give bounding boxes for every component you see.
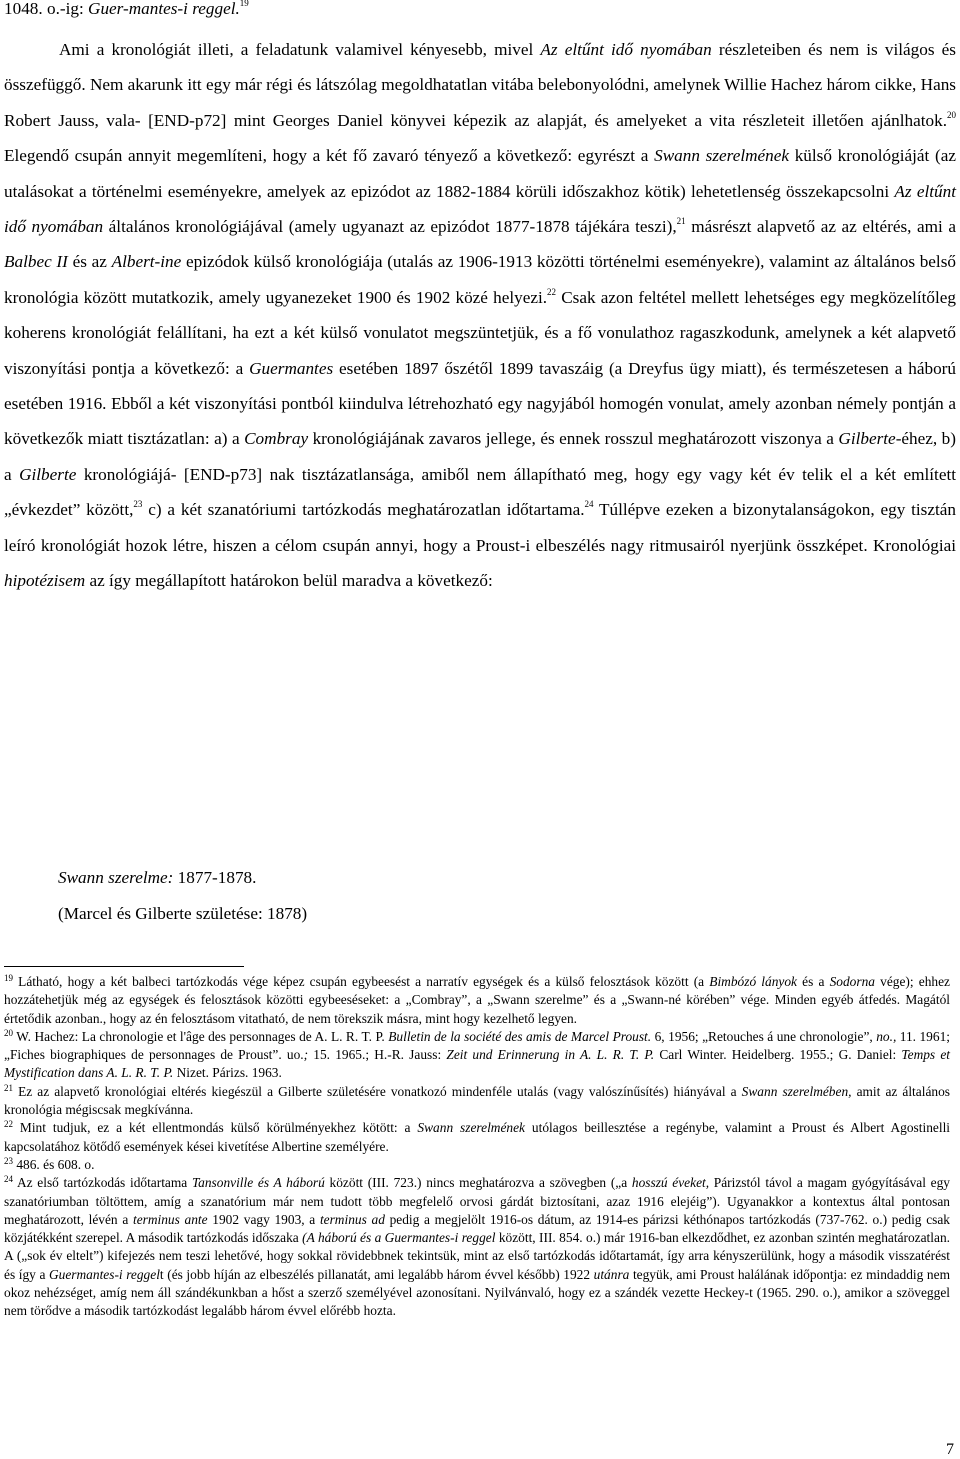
text: általános kronológiájával (amely ugyanazt az epizódot 1877-1878 tájékára teszi), <box>103 217 677 237</box>
page-number: 7 <box>946 1441 954 1458</box>
text: Carl Winter. Heidelberg. 1955.; G. Daniel: <box>654 1047 902 1063</box>
footnote-number: 24 <box>4 1174 13 1185</box>
title-italic: Bulletin de la société des amis de Marcel Proust. <box>388 1028 652 1044</box>
header-number: 1048. o.-ig: <box>4 0 84 18</box>
footnote-21 <box>4 1083 950 1120</box>
text: az így megállapított határokon belül maradva a következő: <box>85 571 493 591</box>
text: Az első tartózkodás időtartama <box>13 1175 192 1191</box>
title-italic: Guermantes-i reggel <box>48 1266 160 1282</box>
text: utólagos beillesztése a regénybe, valamint a Proust és Albert Agostinelli kapcsolatához kötődő események kései kivetítése Albertine személyére. <box>4 1120 951 1154</box>
text: epizódok külső kronológiája (utalás az 1906-1913 közötti történelmi eseményekre), valamint az általános belső kronológia között mutatkozik, amely ugyanezeket 1900 és 1902 közé helyezi. <box>4 252 956 307</box>
footnote-number: 20 <box>4 1027 13 1038</box>
text: Nizet. Párizs. 1963. <box>173 1065 282 1081</box>
text: vége); ehhez hozzátehetjük még az egységek és felosztások közötti egybeeséseket: a „Combray”, a „Swann szerelme” és a „Swann-né körében” vége. Minden egyéb átfedés. Magától értetődik azonban., hogy az én felosztásom vitatható, de nem törekszik másra, mint hogy kezelhető legyen. <box>4 974 950 1026</box>
footnote-number: 23 <box>4 1155 13 1166</box>
list-item <box>58 866 307 890</box>
title-italic: Zeit und Erinnerung in A. L. R. T. P. <box>446 1047 655 1063</box>
title-italic: Combray <box>244 429 309 449</box>
text: Párizstól távol a magam gyógyításával egy szanatóriumban töltöttem, amíg a szanatórium már nem tudott több megfelelő orvosi gárdát biztosítani, azaz 1916 elejéig”). Ugyanakkor a kontextus által pontosan meghatározott, lévén a <box>4 1175 951 1227</box>
text: 1902 vagy 1903, a <box>207 1211 320 1227</box>
title-italic: Gilberte <box>19 464 77 484</box>
footnote-ref[interactable]: 24 <box>584 499 594 510</box>
text: kronológiájának zavaros jellege, és ennek rosszul meghatározott viszonya a <box>308 429 839 449</box>
footnotes <box>4 973 950 1321</box>
text: Elegendő csupán annyit megemlíteni, hogy a két fő zavaró tényező a következő: egyrészt a <box>4 146 655 166</box>
text: W. Hachez: La chronologie et l'âge des personnages de A. L. R. T. P. <box>13 1028 389 1044</box>
footnote-ref[interactable]: 20 <box>947 109 956 120</box>
footnote-ref[interactable]: 22 <box>547 286 557 297</box>
text: -éhez, b) a <box>4 429 957 484</box>
title-italic: Gilberte <box>838 429 896 449</box>
text: t (és jobb híján az elbeszélés pillanatát, ami legalább három évvel később) 1922 <box>159 1266 594 1282</box>
title-italic: Swann szerelmének <box>654 146 790 166</box>
title-italic: Az eltűnt idő nyomában <box>540 40 712 59</box>
footnote-19 <box>4 973 950 1028</box>
title-italic: Az eltűnt idő nyomában <box>4 181 956 237</box>
footnote-20 <box>4 1028 950 1083</box>
title-italic: terminus ad <box>319 1211 385 1227</box>
footnote-number: 21 <box>4 1082 13 1093</box>
text: 1877-1878. <box>173 868 257 887</box>
text: Mint tudjuk, ez a két ellentmondás külső körülményekhez kötött: a <box>13 1120 418 1136</box>
text: Csak azon feltétel mellett lehetséges egy megközelítőleg koherens kronológiát felállítani, ha ezt a két külső vonulatot megszüntetjük, és a fő vonulathoz ragaszkodunk, amelynek a két alapvető viszonyítási pontja a következő: a <box>4 287 956 378</box>
title-italic: Tansonville és A háború <box>191 1175 325 1191</box>
list-item: (Marcel és Gilberte születése: 1878) <box>58 904 308 923</box>
footnote-number: 22 <box>4 1119 13 1130</box>
title-italic: hipotézisem <box>4 571 86 591</box>
title-italic: Swann szerelmében, <box>741 1083 852 1099</box>
text: tegyük, ami Proust halálának időpontja: ez mindaddig nem okoz nehézséget, amíg nem áll szándékunkban a hőst a szerző személyével azonosítani. Nyilvánvaló, hogy ez a szándék vezette Heckey-t (1965. 290. o.), amikor a szöveggel nem törődve a második tartózkodást legalább három évvel előrébb hozta. <box>4 1266 950 1319</box>
text: között (III. 723.) nincs meghatározva a szövegben („a <box>324 1175 632 1191</box>
header-title: Guer-mantes-i reggel. <box>88 0 240 18</box>
title-italic: Bimbózó lányok <box>709 974 797 989</box>
title-italic: hosszú éveket, <box>631 1175 710 1191</box>
title-italic: Swann szerelmének <box>417 1120 525 1136</box>
footnote-ref[interactable]: 19 <box>239 0 249 8</box>
title-italic: Albert-ine <box>111 252 182 272</box>
text: Ami a kronológiát illeti, a feladatunk valamivel kényesebb, mivel <box>59 40 541 59</box>
title-italic: Temps et Mystification dans A. L. R. T. P. <box>4 1047 950 1081</box>
text: 11. 1961; „Fiches biographiques de personnages de Proust”. uo. <box>4 1028 950 1063</box>
text: c) a két szanatóriumi tartózkodás meghatározatlan időtartama. <box>142 500 585 520</box>
text: részleteiben és nem is világos és összefüggő. Nem akarunk itt egy már régi és látszólag megoldhatatlan vitába belebonyolódni, amelynek Willie Hachez három cikke, Hans Robert Jauss, vala- [END-p72] mint Georges Daniel könyvei képezik az alapját, és amelyeket a vita részleteit illetően ajánlhatok. <box>4 40 956 130</box>
text: és a <box>797 974 830 989</box>
footnote-ref[interactable]: 23 <box>133 499 143 510</box>
text: esetében 1897 őszétől 1899 tavaszáig (a Dreyfus ügy miatt), és természetesen a háború esetében 1916. Ebből a két viszonyítási pontból kiindulva létrehozható egy nagyjából homogén vonulat, amely azonban némely pontján a következők miatt tisztázatlan: a) a <box>4 358 956 449</box>
title-italic: Sodorna <box>829 974 875 989</box>
text: amit az általános kronológia mégiscsak megkívánna. <box>4 1083 950 1118</box>
text: Ez az alapvető kronológiai eltérés kiegészül a Gilberte születésére vonatkozó mindenféle utalás (vagy valószínűsítés) hiányával a <box>13 1083 742 1099</box>
chronology-list <box>58 866 307 926</box>
title-italic: (A háború és a Guermantes-i reggel <box>302 1230 496 1246</box>
text: pedig a megjelölt 1916-os dátum, az 1914-es párizsi kéthónapos tartózkodás (737-762. o.) pedig csak közjátékként szerepel. A második tartózkodás időszaka <box>4 1211 950 1246</box>
title-italic: Swann szerelme: <box>58 868 174 887</box>
title-italic: terminus ante <box>132 1211 208 1227</box>
text: kronológiájá- [END-p73] nak tisztázatlansága, amiből nem állapítható meg, hogy egy vagy két év telik el a két említett „évkezdet” között, <box>4 464 956 520</box>
title-italic: no., <box>876 1028 897 1044</box>
footnote-24 <box>4 1174 950 1320</box>
title-italic: Guermantes <box>249 358 334 378</box>
text: Látható, hogy a két balbeci tartózkodás vége képez csupán egybeesést a narratív egységek és a külső felosztások között (a <box>13 974 710 989</box>
text: Túllépve ezeken a bizonytalanságokon, egy tisztán leíró kronológiát hozok létre, hiszen a célom csupán annyi, hogy a Proust-i elbeszélés nagy ritmusairól nyerjünk összképet. Kronológiai <box>4 500 956 555</box>
header-line <box>4 0 249 24</box>
body-paragraph <box>4 32 956 599</box>
text: 6, 1956; „Retouches á une chronologie”, <box>651 1028 877 1044</box>
text: külső kronológiáját (az utalásokat a történelmi eseményekre, amelyek az epizódot az 1882-1884 körüli időszakhoz kötik) lehetetlenség összekapcsolni <box>4 146 956 201</box>
text: 486. és 608. o. <box>13 1156 95 1172</box>
footnote-number: 19 <box>4 973 13 983</box>
footnote-23 <box>4 1156 950 1174</box>
title-italic: Balbec II <box>4 252 68 272</box>
title-italic: ; <box>303 1047 309 1063</box>
text: és az <box>67 252 112 272</box>
title-italic: utánra <box>593 1266 630 1282</box>
footnote-22 <box>4 1119 950 1156</box>
footnote-divider <box>4 966 244 967</box>
text: között, III. 854. o.) már 1916-ban elkezdődhet, ez azonban szintén meghatározatlan. A („sok év eltelt”) kifejezés nem teszi lehetővé, hogy sokkal rövidebbnek tekintsük, mint az első tartózkodás időtartamát, így arra kényszerülünk, hogy a második visszatérést és így a <box>4 1230 950 1282</box>
text: másrészt alapvető az az eltérés, ami a <box>685 217 956 237</box>
footnote-ref[interactable]: 21 <box>676 216 686 227</box>
text: 15. 1965.; H.-R. Jauss: <box>308 1047 447 1063</box>
